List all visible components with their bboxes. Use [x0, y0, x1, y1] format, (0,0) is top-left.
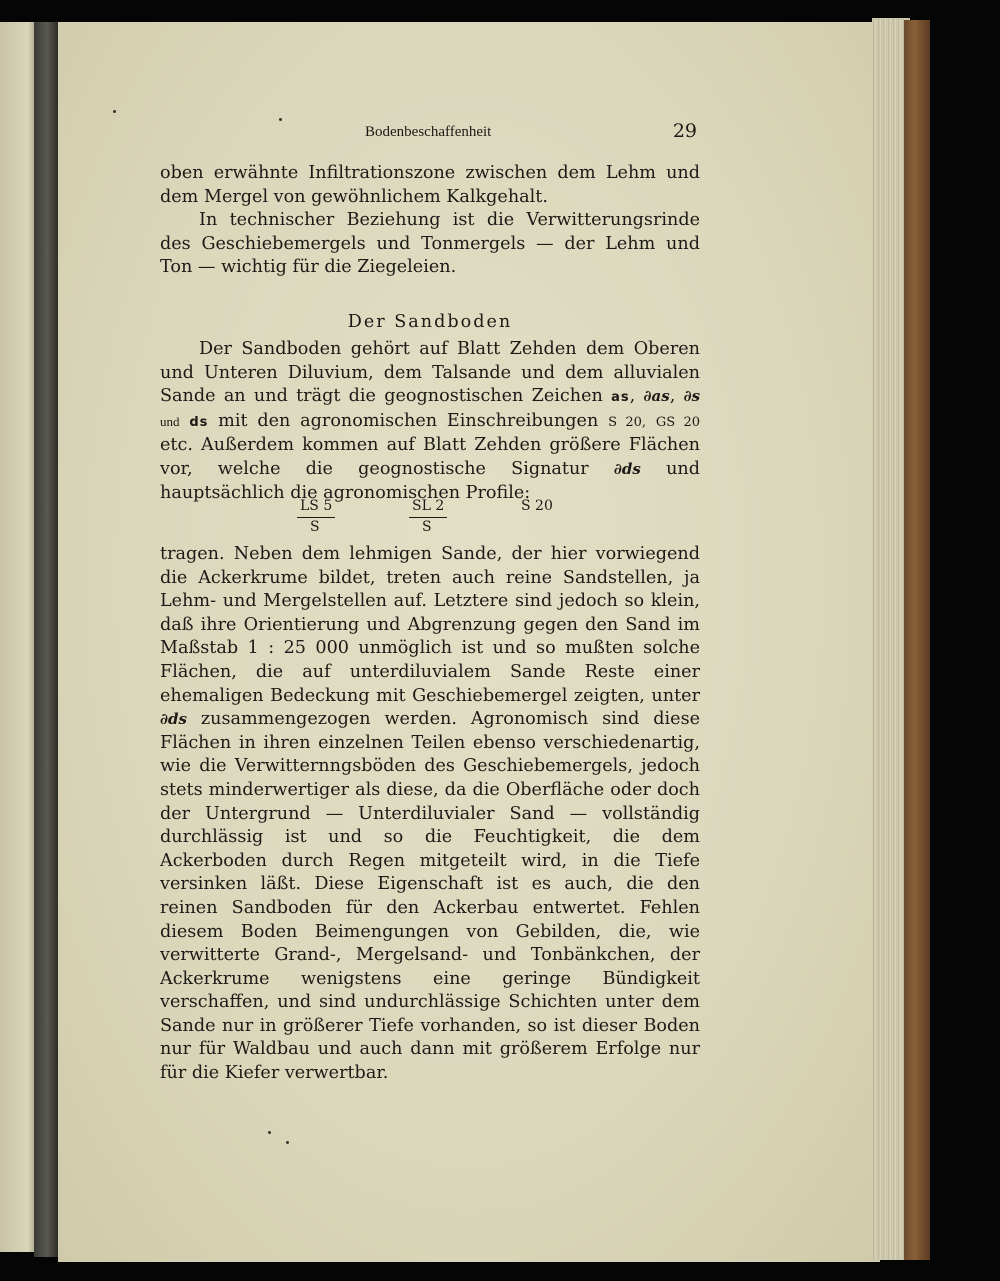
geo-symbol-as: as [611, 390, 630, 406]
geo-symbol-ds: ds [189, 414, 209, 430]
text-run: zusammengezogen werden. Agronomisch sind diese Flächen in ihren einzelnen Teilen ebenso verschiedenartig, wie die Verwitternngsböden des Geschiebemergels, jedoch stets minderwertiger als diese, da die Oberfläche oder doch der Untergrund — Unterdiluvialer Sand — vollständig durchlässig ist und so die Feuchtigkeit, die dem Ackerboden durch Regen mitgeteilt wird, in die Tiefe versinken läßt. Diese Eigenschaft ist es auch, die den reinen Sandboden für den Ackerbau entwertet. Fehlen diesem Boden Beimengungen von Gebilden, die, wie verwitterte Grand-, Mergelsand- und Tonbänkchen, der Ackerkrume wenigstens eine geringe Bündigkeit verschaffen, und sind undurchlässige Schichten unter dem Sande nur in größerer Tiefe vorhanden, so ist dieser Boden nur für Waldbau und auch dann mit größerem Erfolge nur für die Kiefer verwertbar. [160, 709, 701, 1084]
profile-bottom: S [310, 519, 320, 535]
running-title: Bodenbeschaffenheit [365, 124, 492, 140]
speck [286, 1141, 289, 1144]
agro-code: S 20, [608, 414, 647, 430]
page-header [160, 120, 700, 148]
fraction-bar [409, 517, 447, 518]
profile-fraction [412, 498, 462, 535]
section-heading: Der Sandboden [347, 312, 513, 332]
paragraph [160, 543, 700, 1086]
profile-bottom: S [422, 519, 432, 535]
opening-paragraphs [160, 162, 700, 280]
geo-symbol-dds: ∂ds [160, 710, 187, 729]
speck [268, 1131, 271, 1134]
agro-code: GS 20 [655, 414, 701, 430]
geo-symbol-ds-italic: ∂s [683, 387, 701, 406]
text-run: und hauptsächlich die agronomischen Profile: [160, 458, 700, 503]
separator: , [629, 386, 636, 407]
paragraph [160, 338, 700, 505]
fraction-bar [297, 517, 335, 518]
section-body [160, 543, 700, 1086]
geo-symbol-das: ∂as [643, 387, 670, 406]
paragraph: oben erwähnte Infiltrationszone zwischen dem Lehm und dem Mergel von gewöhnlichem Kalkgehalt. [160, 163, 700, 207]
paragraph: In technischer Beziehung ist die Verwitterungsrinde des Geschiebemergels und Tonmergels — der Lehm und Ton — wichtig für die Ziegeleien. [160, 210, 700, 278]
text-run: tragen. Neben dem lehmigen Sande, der hier vorwiegend die Ackerkrume bildet, treten auch reine Sandstellen, ja Lehm- und Mergelstellen auf. Letztere sind jedoch so klein, daß ihre Orientierung und Abgrenzung gegen den Sand im Maßstab 1 : 25 000 unmöglich ist und so mußten solche Flächen, die auf unterdiluvialem Sande Reste einer ehemaligen Bedeckung mit Geschiebemergel zeigten, unter [160, 544, 700, 706]
geo-symbol-dds: ∂ds [613, 459, 641, 478]
text-run: etc. Außerdem kommen auf Blatt Zehden größere Flächen vor, welche die geognostische Signatur [160, 435, 700, 479]
speck [113, 110, 116, 113]
agronomic-profiles [160, 498, 700, 538]
profile-fraction [300, 498, 350, 535]
profile-top: SL 2 [412, 498, 445, 514]
book-cover-edge [904, 20, 930, 1260]
section-intro [160, 338, 700, 505]
profile-single: S 20 [521, 498, 553, 514]
separator: , [669, 386, 676, 407]
und-small: und [160, 413, 180, 429]
book-gutter [34, 22, 60, 1257]
text-run: mit den agronomischen Einschreibungen [218, 410, 599, 431]
text-run: Der Sandboden gehört auf Blatt Zehden dem Oberen und Unteren Diluvium, dem Talsande und dem alluvialen Sande an und trägt die geognostischen Zeichen [160, 339, 700, 407]
page-number: 29 [672, 120, 697, 142]
profile-top: LS 5 [300, 498, 333, 514]
